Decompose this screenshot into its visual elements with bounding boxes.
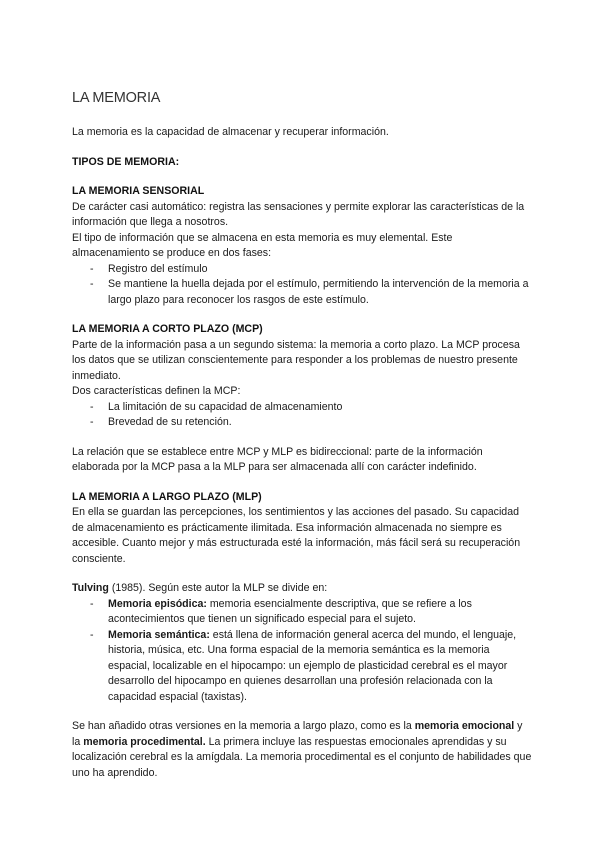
largo-paragraph-1: En ella se guardan las percepciones, los sentimientos y las acciones del pasado. Su capacidad de almacenamiento es prácticamente ilimitada. Esa información almacenada no siempre es accesible. Cuanto mejor y más estructurada esté la información, más fácil será su recuperación consciente. <box>72 506 521 565</box>
sensorial-paragraph-2: El tipo de información que se almacena en esta memoria es muy elemental. Este almacenamiento se produce en dos fases: <box>72 231 453 259</box>
final-paragraph <box>72 719 532 781</box>
sensorial-paragraph-1: De carácter casi automático: registra las sensaciones y permite explorar las características de la información que llega a nosotros. <box>72 200 525 228</box>
document-title: LA MEMORIA <box>72 90 161 106</box>
tulving-text: (1985). Según este autor la MLP se divide en: <box>108 582 328 594</box>
corto-paragraph-2: Dos características definen la MCP: <box>72 385 241 397</box>
final-text-3: La primera incluye las respuestas emocionales aprendidas y su localización cerebral es la amígdala. La memoria procedimental es el conjunto de habilidades que uno ha aprendido. <box>72 735 532 779</box>
list-item <box>72 597 532 628</box>
semantica-text: está llena de información general acerca del mundo, el lenguaje, historia, música, etc. Una forma espacial de la memoria semántica es la memoria espacial, localizable en el hipocampo: un ejemplo de plasticidad cerebral es el mayor desarrollo del hipocampo en quienes desarrollan una profesión relacionada con la capacidad espacial (taxistas). <box>108 628 517 703</box>
list-item: - Se mantiene la huella dejada por el estímulo, permitiendo la intervención de la memoria a largo plazo para reconocer los rasgos de este estímulo. <box>72 277 532 308</box>
final-bold-1: memoria emocional <box>414 720 515 732</box>
document-body <box>72 125 532 781</box>
list-item: - Registro del estímulo <box>72 262 532 278</box>
semantica-label: Memoria semántica: <box>108 628 210 641</box>
intro-paragraph: La memoria es la capacidad de almacenar y recuperar información. <box>72 126 389 138</box>
final-text-2: y la <box>72 720 523 748</box>
list-item: - La limitación de su capacidad de almacenamiento <box>72 400 532 416</box>
list-item: - Brevedad de su retención. <box>72 415 532 431</box>
episodica-text: memoria esencialmente descriptiva, que se refiere a los acontecimientos que tienen un significado especial para el sujeto. <box>108 597 472 625</box>
tipos-heading: TIPOS DE MEMORIA: <box>72 155 180 168</box>
corto-paragraph-3: La relación que se establece entre MCP y MLP es bidireccional: parte de la información elaborada por la MCP pasa a la MLP para ser almacenada allí con carácter indefinido. <box>72 445 483 473</box>
tulving-paragraph <box>72 581 532 597</box>
corto-list <box>72 400 532 431</box>
largo-list <box>72 597 532 706</box>
largo-heading: LA MEMORIA A LARGO PLAZO (MLP) <box>72 490 262 503</box>
sensorial-list <box>72 262 532 309</box>
tulving-name: Tulving <box>72 582 109 594</box>
list-item <box>72 628 532 706</box>
corto-heading: LA MEMORIA A CORTO PLAZO (MCP) <box>72 323 263 335</box>
episodica-label: Memoria episódica: <box>108 597 207 610</box>
corto-paragraph-1: Parte de la información pasa a un segundo sistema: la memoria a corto plazo. La MCP procesa los datos que se utilizan conscientemente para responder a los problemas de nuestro presente inmediato. <box>72 338 520 382</box>
sensorial-heading: LA MEMORIA SENSORIAL <box>72 185 205 197</box>
final-text-1: Se han añadido otras versiones en la memoria a largo plazo, como es la <box>72 720 415 732</box>
final-bold-2: memoria procedimental. <box>83 735 206 748</box>
